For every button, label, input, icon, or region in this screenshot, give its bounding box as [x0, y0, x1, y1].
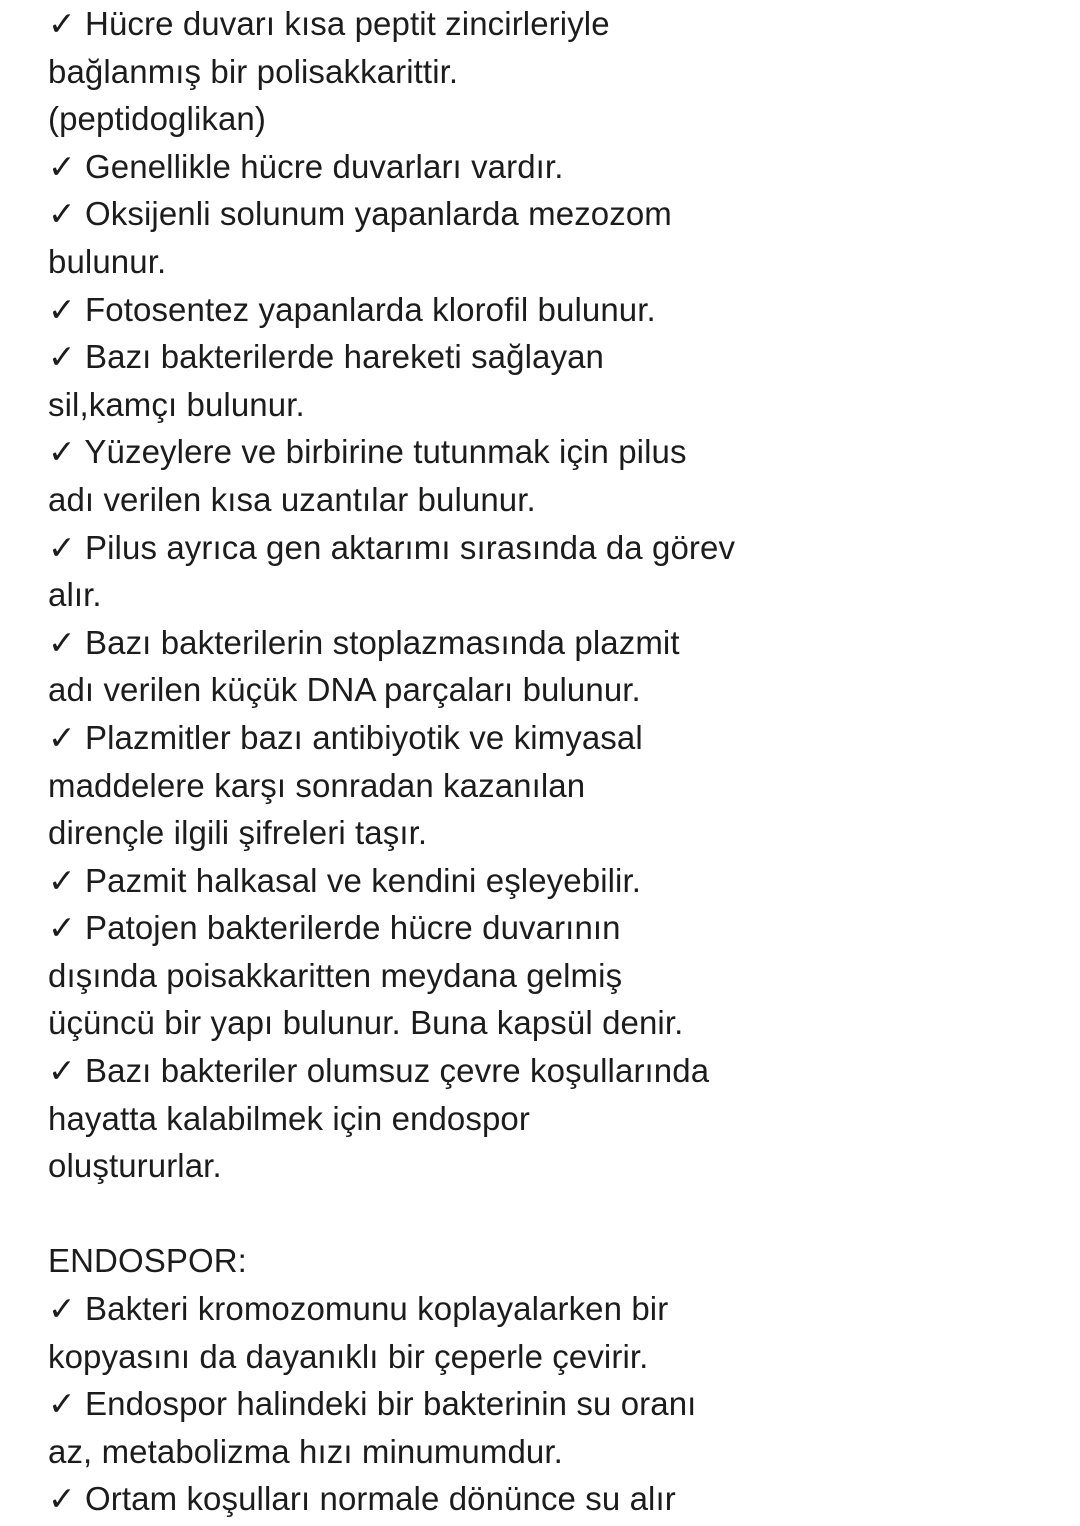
- text-line: ✓ Genellikle hücre duvarları vardır.: [48, 147, 564, 185]
- text-line: ✓ Bazı bakterilerin stoplazmasında plazmit: [48, 623, 680, 661]
- text-line: ✓ Ortam koşulları normale dönünce su alır: [48, 1480, 676, 1518]
- text-line: ✓ Endospor halindeki bir bakterinin su oranı: [48, 1385, 697, 1423]
- text-line: ✓ Bazı bakteriler olumsuz çevre koşullarında: [48, 1052, 710, 1090]
- text-line: ✓ Hücre duvarı kısa peptit zincirleriyle: [48, 5, 610, 42]
- text-line: ✓ Pilus ayrıca gen aktarımı sırasında da görev: [48, 528, 736, 566]
- text-line: ✓ Fotosentez yapanlarda klorofil bulunur.: [48, 290, 656, 328]
- text-line: (peptidoglikan): [48, 100, 266, 138]
- text-line: hayatta kalabilmek için endospor: [48, 1099, 530, 1137]
- text-line: oluştururlar.: [48, 1147, 222, 1185]
- text-line: maddelere karşı sonradan kazanılan: [48, 766, 586, 804]
- text-line: bağlanmış bir polisakkarittir.: [48, 52, 459, 90]
- text-line: sil,kamçı bulunur.: [48, 385, 305, 423]
- text-line: ✓ Bakteri kromozomunu koplayalarken bir: [48, 1290, 669, 1328]
- text-line: ✓ Patojen bakterilerde hücre duvarının: [48, 909, 621, 947]
- text-line: dirençle ilgili şifreleri taşır.: [48, 814, 428, 852]
- text-line: üçüncü bir yapı bulunur. Buna kapsül denir.: [48, 1004, 684, 1042]
- text-line: adı verilen kısa uzantılar bulunur.: [48, 480, 536, 518]
- text-line: ✓ Yüzeylere ve birbirine tutunmak için pilus: [48, 433, 687, 471]
- text-line: az, metabolizma hızı minumumdur.: [48, 1432, 563, 1470]
- text-line: kopyasını da dayanıklı bir çeperle çevirir.: [48, 1337, 649, 1375]
- blank-line: [48, 1190, 1048, 1238]
- text-line: ✓ Bazı bakterilerde hareketi sağlayan: [48, 338, 604, 376]
- text-line: adı verilen küçük DNA parçaları bulunur.: [48, 671, 641, 709]
- text-line: dışında poisakkaritten meydana gelmiş: [48, 956, 623, 994]
- text-line: ✓ Oksijenli solunum yapanlarda mezozom: [48, 195, 672, 233]
- document-text: [48, 0, 1048, 1523]
- text-line: ✓ Pazmit halkasal ve kendini eşleyebilir.: [48, 861, 642, 899]
- text-line: alır.: [48, 576, 102, 614]
- text-line: bulunur.: [48, 242, 167, 280]
- text-line: ✓ Plazmitler bazı antibiyotik ve kimyasal: [48, 718, 643, 756]
- section-heading: ENDOSPOR:: [48, 1242, 247, 1280]
